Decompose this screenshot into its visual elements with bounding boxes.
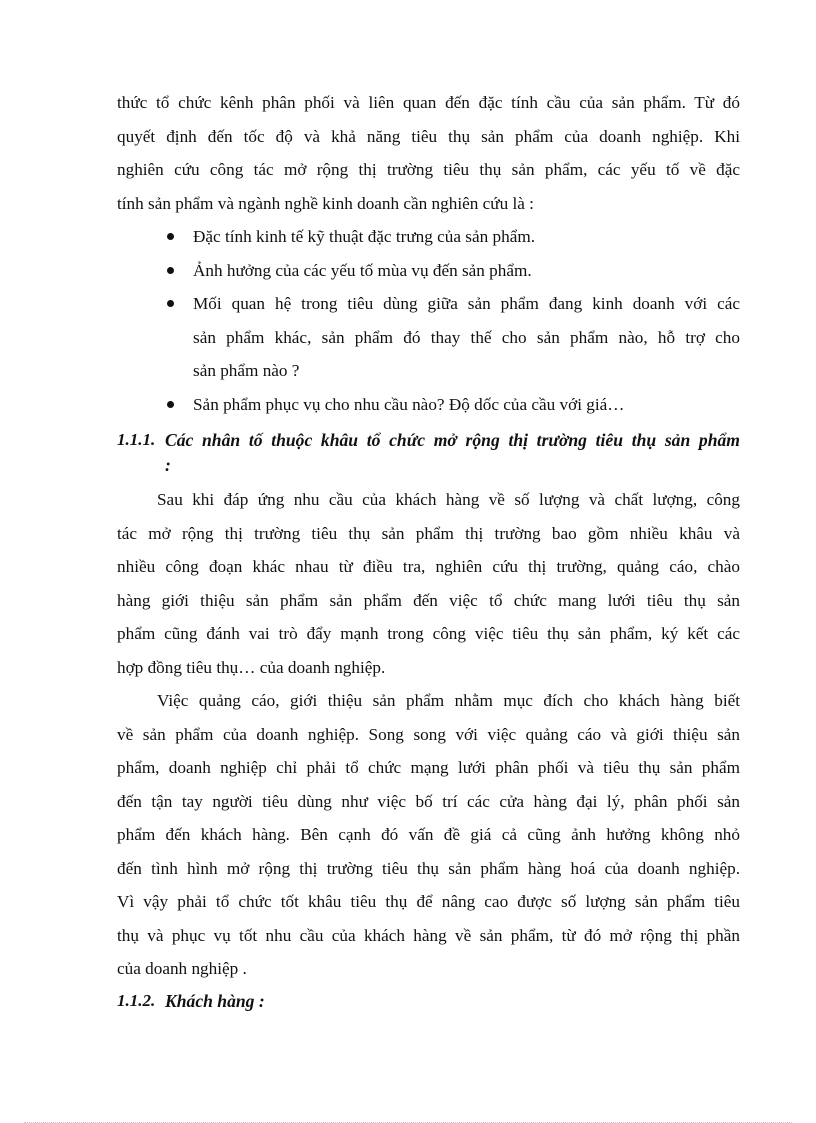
section-title: Các nhân tố thuộc khâu tổ chức mở rộng thị trường tiêu thụ sản phẩm: [165, 430, 740, 450]
paragraph-3: [117, 684, 740, 986]
bullet-icon: [167, 300, 174, 307]
text-line: quyết định đến tốc độ và khả năng tiêu thụ sản phẩm của doanh nghiệp. Khi: [117, 126, 740, 146]
text-line: hàng giới thiệu sản phẩm sản phẩm đến việc tổ chức mang lưới tiêu thụ sản: [117, 590, 740, 610]
text-line: nhiều công đoạn khác nhau từ điều tra, nghiên cứu thị trường, quảng cáo, chào: [117, 557, 740, 576]
text-line: về sản phẩm của doanh nghiệp. Song song với việc quảng cáo và giới thiệu sản: [117, 724, 740, 744]
bullet-icon: [167, 233, 174, 240]
bullet-continuation: sản phẩm nào ?: [193, 361, 300, 380]
bullet-text: Sản phẩm phục vụ cho nhu cầu nào? Độ dốc của cầu với giá…: [193, 394, 625, 414]
bullet-item: [117, 388, 740, 422]
text-line: phẩm cũng đánh vai trò đẩy mạnh trong công việc tiêu thụ sản phẩm, ký kết các: [117, 624, 740, 643]
section-heading-1-1-2: [117, 986, 740, 1016]
bullet-continuation: sản phẩm khác, sản phẩm đó thay thế cho sản phẩm nào, hỗ trợ cho: [193, 327, 740, 347]
text-line: Vì vậy phải tổ chức tốt khâu tiêu thụ để nâng cao được số lượng sản phẩm tiêu: [117, 892, 740, 911]
bullet-icon: [167, 267, 174, 274]
bullet-text: Mối quan hệ trong tiêu dùng giữa sản phẩm đang kinh doanh với các: [193, 294, 740, 313]
text-line: của doanh nghiệp .: [117, 959, 247, 978]
intro-paragraph: [117, 86, 740, 220]
text-line: Sau khi đáp ứng nhu cầu của khách hàng về số lượng và chất lượng, công: [157, 490, 740, 509]
bullet-item: [117, 254, 740, 288]
text-line: tính sản phẩm và ngành nghề kinh doanh cần nghiên cứu là :: [117, 193, 534, 213]
bullet-text: Ảnh hưởng của các yếu tố mùa vụ đến sản phẩm.: [193, 260, 532, 280]
text-line: phẩm, doanh nghiệp chỉ phải tổ chức mạng lưới phân phối và tiêu thụ sản phẩm: [117, 758, 740, 777]
text-line: nghiên cứu công tác mở rộng thị trường tiêu thụ sản phẩm, các yếu tố về đặc: [117, 160, 740, 179]
section-number: 1.1.2.: [117, 990, 156, 1010]
section-heading-1-1-1: [117, 425, 740, 455]
section-title: Khách hàng :: [165, 990, 265, 1011]
bullet-item: [117, 287, 740, 321]
bullet-list: [117, 220, 740, 421]
bullet-icon: [167, 401, 174, 408]
text-line: tác mở rộng thị trường tiêu thụ sản phẩm thị trường bao gồm nhiều khâu và: [117, 523, 740, 543]
section-number: 1.1.1.: [117, 430, 156, 449]
section-title-continuation: :: [165, 455, 171, 475]
bullet-text: Đặc tính kinh tế kỹ thuật đặc trưng của sản phẩm.: [193, 227, 535, 246]
text-line: đến tận tay người tiêu dùng như việc bố trí các cửa hàng đại lý, phân phối sản: [117, 791, 740, 811]
document-page: [117, 86, 740, 1016]
text-line: Việc quảng cáo, giới thiệu sản phẩm nhằm mục đích cho khách hàng biết: [157, 691, 740, 710]
bullet-item: [117, 220, 740, 254]
paragraph-2: [117, 483, 740, 684]
text-line: thức tổ chức kênh phân phối và liên quan đến đặc tính cầu của sản phẩm. Từ đó: [117, 93, 740, 112]
text-line: thụ và phục vụ tốt nhu cầu của khách hàng về sản phẩm, từ đó mở rộng thị phần: [117, 925, 740, 945]
text-line: đến tình hình mở rộng thị trường tiêu thụ sản phẩm hàng hoá của doanh nghiệp.: [117, 858, 740, 878]
text-line: hợp đồng tiêu thụ… của doanh nghiệp.: [117, 657, 386, 677]
text-line: phẩm đến khách hàng. Bên cạnh đó vấn đề giá cả cũng ảnh hưởng không nhỏ: [117, 825, 740, 844]
